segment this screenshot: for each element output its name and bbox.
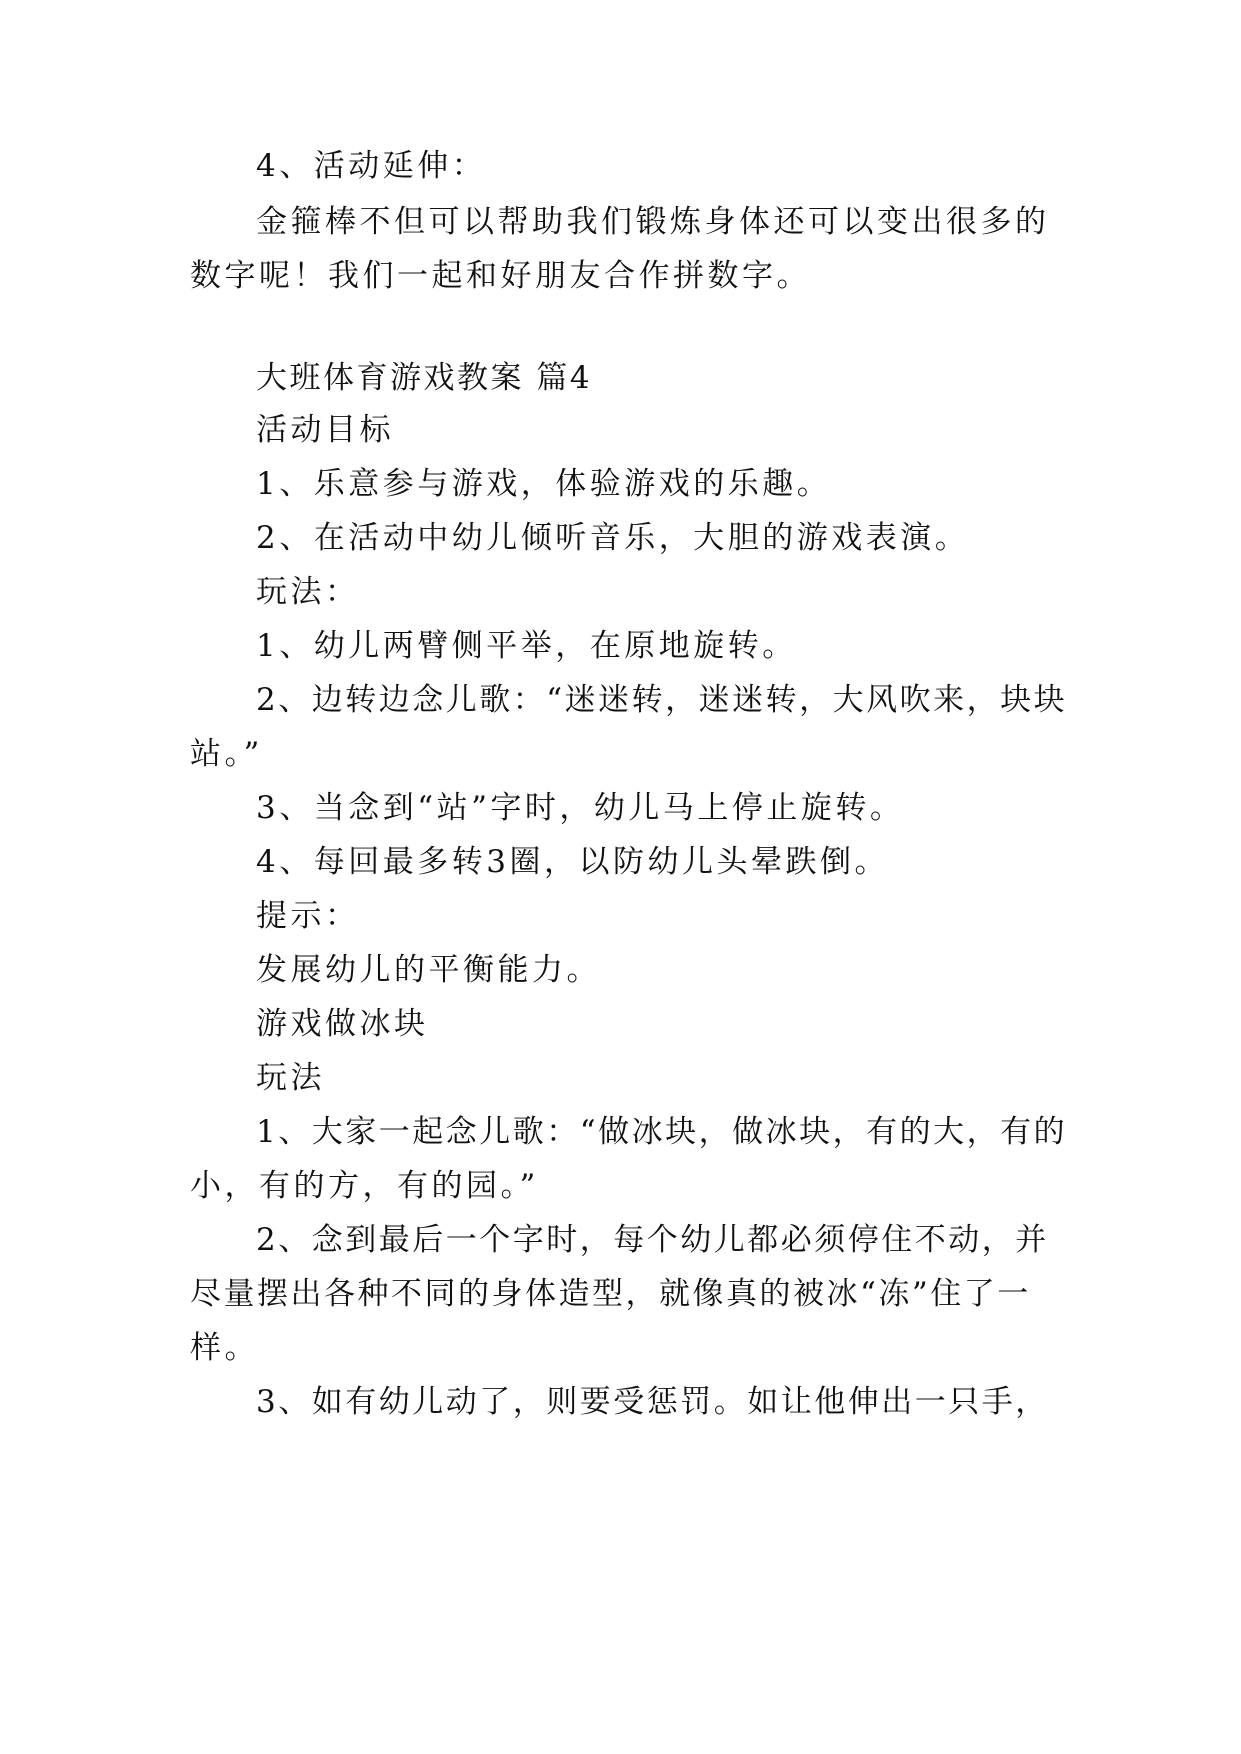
game-step: 3、如有幼儿动了，则要受惩罚。如让他伸出一只手， <box>256 1384 1049 1420</box>
play-step: 4、每回最多转3圈，以防幼儿头晕跌倒。 <box>256 844 889 880</box>
play-step-continuation: 站。” <box>190 736 263 772</box>
extension-paragraph-line: 数字呢！我们一起和好朋友合作拼数字。 <box>190 258 811 294</box>
section-title: 大班体育游戏教案 篇4 <box>256 360 593 396</box>
game-step-continuation: 小，有的方，有的园。” <box>190 1168 539 1204</box>
extension-heading: 4、活动延伸： <box>256 148 487 184</box>
goal-item: 1、乐意参与游戏，体验游戏的乐趣。 <box>256 466 832 502</box>
game-step: 2、念到最后一个字时，每个幼儿都必须停住不动，并 <box>256 1222 1049 1258</box>
play-step: 3、当念到“站”字时，幼儿马上停止旋转。 <box>256 790 905 826</box>
goal-item: 2、在活动中幼儿倾听音乐，大胆的游戏表演。 <box>256 520 970 556</box>
game-title: 游戏做冰块 <box>256 1006 429 1042</box>
extension-paragraph-line: 金箍棒不但可以帮助我们锻炼身体还可以变出很多的 <box>256 204 1050 240</box>
game-step-continuation: 尽量摆出各种不同的身体造型，就像真的被冰“冻”住了一 <box>190 1276 1031 1312</box>
game-step: 1、大家一起念儿歌：“做冰块，做冰块，有的大，有的 <box>256 1114 1068 1150</box>
play-heading: 玩法： <box>256 574 360 610</box>
tip-heading: 提示： <box>256 898 360 934</box>
play-step: 1、幼儿两臂侧平举，在原地旋转。 <box>256 628 797 664</box>
play-step: 2、边转边念儿歌：“迷迷转，迷迷转，大风吹来，块块 <box>256 682 1068 718</box>
tip-text: 发展幼儿的平衡能力。 <box>256 952 601 988</box>
game-play-heading: 玩法 <box>256 1060 325 1096</box>
goals-heading: 活动目标 <box>256 412 394 448</box>
game-step-continuation: 样。 <box>190 1330 259 1366</box>
